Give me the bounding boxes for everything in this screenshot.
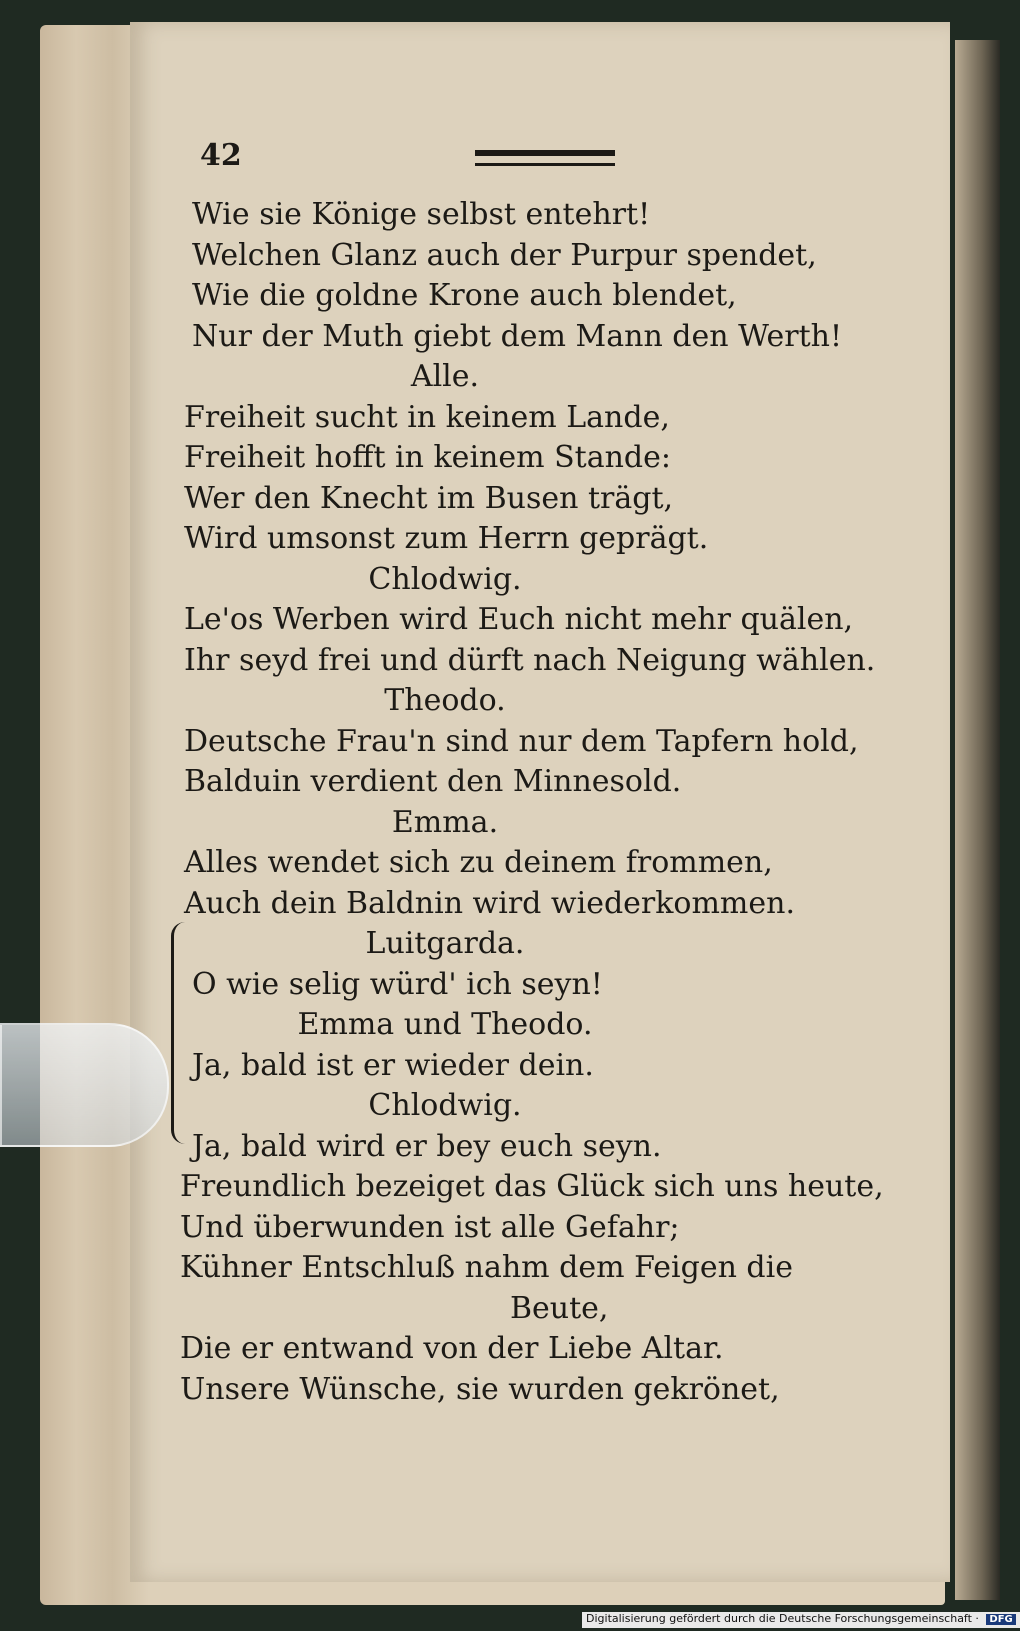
verse-line: Freiheit sucht in keinem Lande, [184,399,670,435]
page-clip [0,1023,169,1147]
verse-line: Wer den Knecht im Busen trägt, [184,480,674,516]
verse-line: Balduin verdient den Minnesold. [184,764,682,799]
verse-line: Ja, bald ist er wieder dein. [192,1047,594,1083]
verse-line: Alles wendet sich zu deinem frommen, [184,845,773,880]
verse-line: Kühner Entschluß nahm dem Feigen die [180,1250,793,1285]
verse-line: Freundlich bezeiget das Glück sich uns heute, [180,1169,884,1204]
verse-line: Unsere Wünsche, sie wurden gekrönet, [180,1371,780,1407]
verse-line: Wie sie Könige selbst entehrt! [192,197,651,232]
verse-line: Die er entwand von der Liebe Altar. [180,1331,724,1366]
verse-line: Deutsche Frau'n sind nur dem Tapfern hold, [184,723,859,759]
speaker-name: Chlodwig. [368,1088,522,1123]
speaker-name: Chlodwig. [368,561,522,597]
verse-line: Nur der Muth giebt dem Mann den Werth! [192,318,843,354]
verse-line: Ja, bald wird er bey euch seyn. [192,1128,662,1164]
verse-line: Wird umsonst zum Herrn geprägt. [184,521,709,556]
footer-text: Digitalisierung gefördert durch die Deutsche Forschungsgemeinschaft · [586,1612,979,1625]
verse-text [180,195,884,1410]
verse-line: O wie selig würd' ich seyn! [192,966,603,1002]
verse-line: Wie die goldne Krone auch blendet, [192,278,737,313]
header-rule [475,150,615,166]
dfg-logo: DFG [986,1614,1015,1625]
verse-line: Und überwunden ist alle Gefahr; [180,1209,680,1245]
footer-credit [582,1612,1020,1628]
verse-line: Welchen Glanz auch der Purpur spendet, [192,237,817,273]
speaker-name: Alle. [410,359,480,394]
page-number: 42 [200,138,242,173]
verse-continuation: Beute, [510,1290,609,1326]
facing-page-edge [955,40,1000,1600]
page-header [200,138,620,178]
speaker-name: Emma und Theodo. [297,1007,593,1042]
speaker-name: Luitgarda. [365,926,525,961]
verse-line: Le'os Werben wird Euch nicht mehr quälen, [184,602,854,637]
speaker-name: Emma. [391,804,499,840]
verse-line: Freiheit hofft in keinem Stande: [184,440,671,475]
verse-line: Ihr seyd frei und dürft nach Neigung wählen. [184,642,876,678]
speaker-name: Theodo. [384,683,506,718]
verse-line: Auch dein Baldnin wird wiederkommen. [184,885,795,921]
